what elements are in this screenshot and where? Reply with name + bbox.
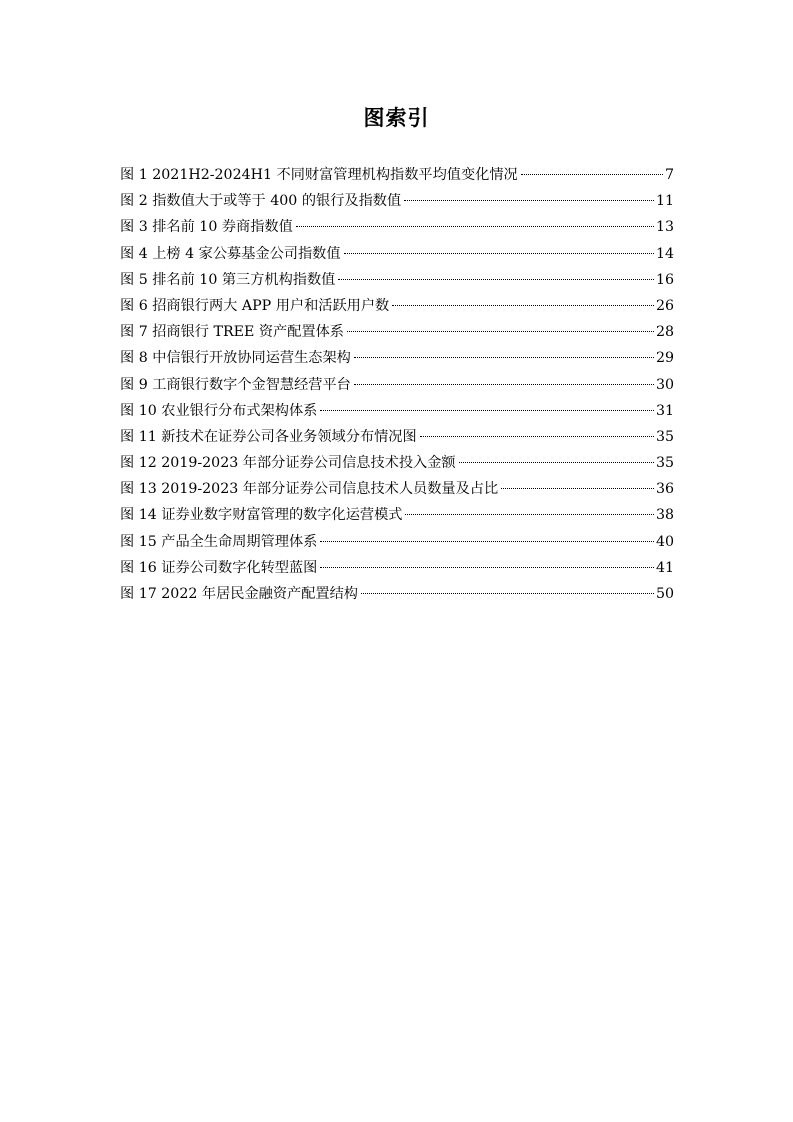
- toc-entry-label: 图 17 2022 年居民金融资产配置结构: [120, 586, 358, 602]
- toc-entry[interactable]: [120, 398, 674, 424]
- toc-entry-page-number: 40: [655, 533, 674, 550]
- toc-entry-label: 图 14 证券业数字财富管理的数字化运营模式: [120, 507, 403, 524]
- toc-entry[interactable]: [120, 476, 674, 502]
- toc-entry-page-number: 26: [655, 297, 674, 314]
- dot-leader: [338, 279, 654, 280]
- toc-entry[interactable]: [120, 555, 674, 581]
- dot-leader: [501, 488, 654, 489]
- toc-entry-label: 图 11 新技术在证券公司各业务领域分布情况图: [120, 428, 417, 445]
- dot-leader: [459, 462, 654, 463]
- dot-leader: [347, 331, 654, 332]
- toc-entry[interactable]: [120, 319, 674, 345]
- toc-entry-page-number: 16: [655, 271, 674, 288]
- toc-entry-page-number: 50: [655, 586, 674, 602]
- dot-leader: [320, 567, 654, 568]
- dot-leader: [354, 384, 654, 385]
- toc-entry[interactable]: [120, 424, 674, 450]
- toc-entry-label: 图 5 排名前 10 第三方机构指数值: [120, 271, 336, 288]
- toc-entry[interactable]: [120, 581, 674, 607]
- toc-entry[interactable]: [120, 267, 674, 293]
- dot-leader: [354, 357, 654, 358]
- toc-entry[interactable]: [120, 188, 674, 214]
- toc-entry[interactable]: [120, 241, 674, 267]
- toc-entry[interactable]: [120, 372, 674, 398]
- dot-leader: [320, 410, 654, 411]
- toc-entry[interactable]: [120, 214, 674, 240]
- toc-entry-label: 图 2 指数值大于或等于 400 的银行及指数值: [120, 193, 402, 210]
- toc-entry-label: 图 6 招商银行两大 APP 用户和活跃用户数: [120, 297, 390, 314]
- toc-entry-label: 图 7 招商银行 TREE 资产配置体系: [120, 324, 344, 341]
- dot-leader: [361, 593, 654, 594]
- toc-entry[interactable]: [120, 293, 674, 319]
- toc-entry-label: 图 3 排名前 10 券商指数值: [120, 219, 293, 236]
- dot-leader: [521, 174, 663, 175]
- toc-entry-page-number: 35: [655, 428, 674, 445]
- dot-leader: [320, 541, 654, 542]
- toc-entry-page-number: 7: [664, 167, 674, 183]
- toc-entry-page-number: 13: [655, 219, 674, 236]
- toc-entry-page-number: 28: [655, 324, 674, 341]
- toc-entry-label: 图 9 工商银行数字个金智慧经营平台: [120, 376, 351, 393]
- page-title: 图索引: [363, 106, 430, 130]
- toc-entry-page-number: 35: [655, 455, 674, 472]
- toc-entry-label: 图 16 证券公司数字化转型蓝图: [120, 559, 318, 576]
- dot-leader: [392, 305, 654, 306]
- figure-index-list: [120, 162, 674, 607]
- toc-entry-label: 图 12 2019-2023 年部分证券公司信息技术投入金额: [120, 455, 456, 472]
- toc-entry[interactable]: [120, 162, 674, 188]
- toc-entry-label: 图 15 产品全生命周期管理体系: [120, 533, 318, 550]
- toc-entry-page-number: 41: [655, 559, 674, 576]
- toc-entry[interactable]: [120, 529, 674, 555]
- toc-entry-label: 图 13 2019-2023 年部分证券公司信息技术人员数量及占比: [120, 481, 499, 498]
- toc-entry-page-number: 36: [655, 481, 674, 498]
- dot-leader: [404, 200, 654, 201]
- toc-entry-page-number: 29: [655, 350, 674, 367]
- toc-entry-label: 图 4 上榜 4 家公募基金公司指数值: [120, 245, 341, 262]
- dot-leader: [405, 514, 653, 515]
- toc-entry-label: 图 8 中信银行开放协同运营生态架构: [120, 350, 351, 367]
- dot-leader: [296, 226, 654, 227]
- toc-entry[interactable]: [120, 345, 674, 371]
- toc-entry-page-number: 30: [655, 376, 674, 393]
- toc-entry[interactable]: [120, 502, 674, 528]
- toc-entry-page-number: 14: [655, 245, 674, 262]
- toc-entry-page-number: 31: [655, 402, 674, 419]
- toc-entry-page-number: 11: [655, 193, 674, 210]
- dot-leader: [344, 253, 654, 254]
- toc-entry-label: 图 10 农业银行分布式架构体系: [120, 402, 318, 419]
- toc-entry-label: 图 1 2021H2-2024H1 不同财富管理机构指数平均值变化情况: [120, 167, 518, 183]
- toc-entry-page-number: 38: [655, 507, 674, 524]
- toc-entry[interactable]: [120, 450, 674, 476]
- dot-leader: [420, 436, 654, 437]
